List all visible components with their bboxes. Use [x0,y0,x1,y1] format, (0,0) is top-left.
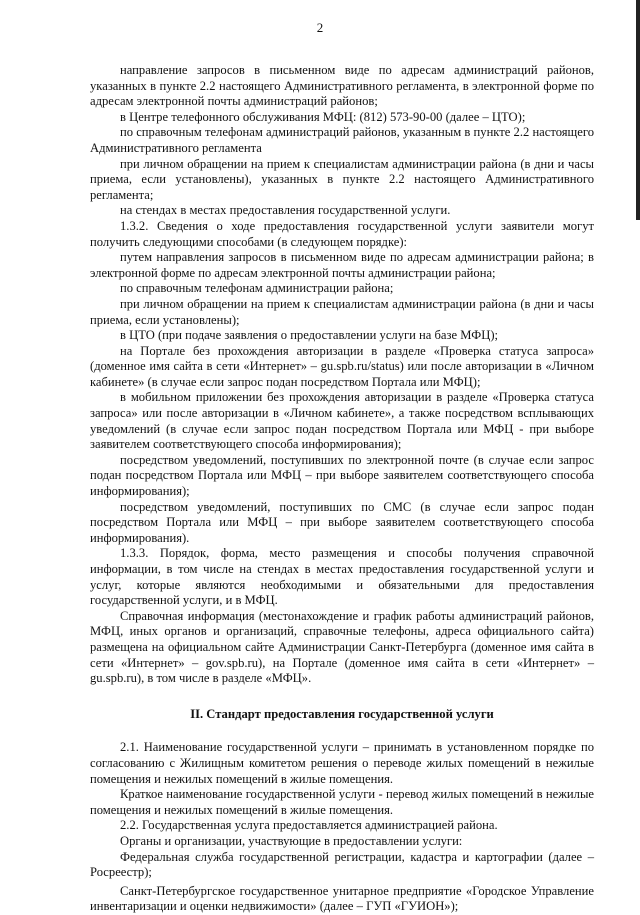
paragraph: при личном обращении на прием к специалистам администрации района (в дни и часы приема, если установлены), указанных в пункте 2.2 настоящего Административного регламента; [90,156,594,202]
document-body [90,63,594,915]
paragraph: на стендах в местах предоставления государственной услуги. [120,203,451,218]
section-heading: II. Стандарт предоставления государственной услуги [190,706,494,721]
paragraph: 1.3.2. Сведения о ходе предоставления государственной услуги заявители могут получить следующими способами (в следующем порядке): [90,218,594,249]
paragraph: 2.1. Наименование государственной услуги – принимать в установленном порядке по согласованию с Жилищным комитетом решения о переводе жилых помещений в нежилые помещения и нежилых помещений в жилые помещения. [90,740,594,786]
paragraph: в мобильном приложении без прохождения авторизации в разделе «Проверка статуса запроса» или после авторизации в «Личном кабинете», а также посредством всплывающих уведомлений (в случае если запрос подан посредством Портала или МФЦ - при выборе заявителем соответствующего способа информирования); [90,390,594,452]
paragraph: при личном обращении на прием к специалистам администрации района (в дни и часы приема, если установлены); [90,296,594,327]
scan-edge-mark [636,0,640,220]
paragraph: по справочным телефонам администрации района; [120,281,394,296]
paragraph: Краткое наименование государственной услуги - перевод жилых помещений в нежилые помещения и нежилых помещений в жилые помещения. [90,787,594,817]
paragraph: Санкт-Петербургское государственное унитарное предприятие «Городское Управление инвентаризации и оценки недвижимости» (далее – ГУП «ГУИОН»); [90,883,594,914]
paragraph: Справочная информация (местонахождение и график работы администраций районов, МФЦ, иных органов и организаций, справочные телефоны, адреса официального сайта) размещена на официальном сайте Администрации Санкт-Петербурга (доменное имя сайта в сети «Интернет» – gov.spb.ru), на Портале (доменное имя сайта в сети «Интернет» – gu.spb.ru), в том числе в разделе «МФЦ». [90,608,594,686]
paragraph: посредством уведомлений, поступивших по электронной почте (в случае если запрос подан посредством Портала или МФЦ – при выборе заявителем соответствующего способа информирования); [90,452,594,499]
page-number: 2 [316,20,324,35]
paragraph: Органы и организации, участвующие в предоставлении услуги: [120,833,463,848]
paragraph: 1.3.3. Порядок, форма, место размещения и способы получения справочной информации, в том числе на стендах в местах предоставления государственной услуги и услуг, которые являются необходимыми и обязательными для предоставления государственной услуги, и в МФЦ. [90,546,594,608]
paragraph: 2.2. Государственная услуга предоставляется администрацией района. [120,818,498,833]
paragraph: в ЦТО (при подаче заявления о предоставлении услуги на базе МФЦ); [120,328,499,343]
paragraph: путем направления запросов в письменном виде по адресам администрации района; в электронной форме по адресам электронной почты администрации района; [90,250,594,280]
paragraph: направление запросов в письменном виде по адресам администраций районов, указанных в пункте 2.2 настоящего Административного регламента, в электронной форме по адресам электронной почты администраций районов; [90,63,594,109]
paragraph: посредством уведомлений, поступивших по СМС (в случае если запрос подан посредством Портала или МФЦ – при выборе заявителем соответствующего способа информирования). [90,499,594,545]
paragraph: Федеральная служба государственной регистрации, кадастра и картографии (далее – Росреестр); [90,849,594,880]
paragraph: в Центре телефонного обслуживания МФЦ: (812) 573-90-00 (далее – ЦТО); [120,109,526,124]
paragraph: на Портале без прохождения авторизации в разделе «Проверка статуса запроса» (доменное имя сайта в сети «Интернет» – gu.spb.ru/status) или после авторизации в «Личном кабинете» (в случае если запрос подан посредством Портала или МФЦ); [90,343,594,389]
paragraph: по справочным телефонам администраций районов, указанным в пункте 2.2 настоящего Административного регламента [90,125,594,155]
